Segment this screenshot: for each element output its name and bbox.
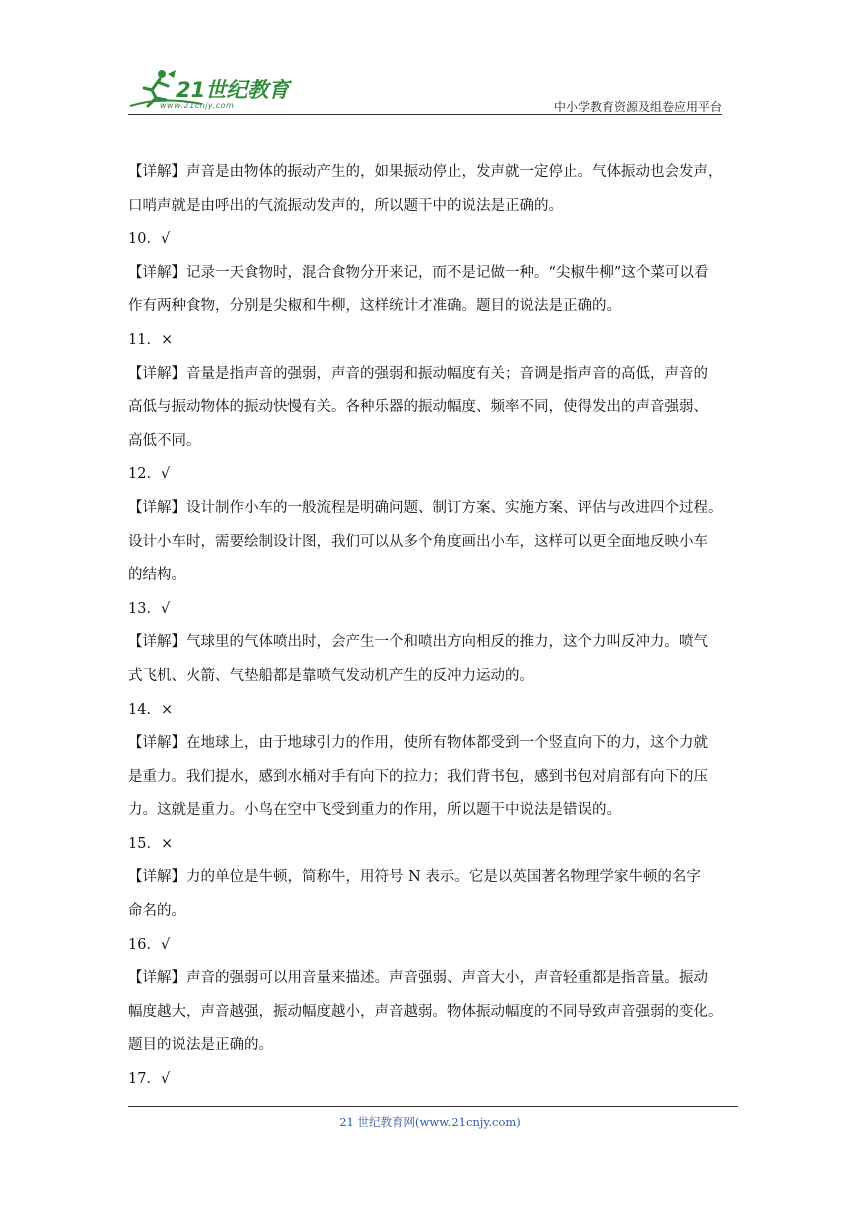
text-line: 【详解】力的单位是牛顿，简称牛，用符号 N 表示。它是以英国著名物理学家牛顿的名字 xyxy=(128,869,701,886)
footer-rule xyxy=(128,1106,738,1107)
text-line: 设计小车时，需要绘制设计图，我们可以从多个角度画出小车，这样可以更全面地反映小车 xyxy=(128,533,708,550)
text-line: 命名的。 xyxy=(128,903,186,920)
answer-number: 16．√ xyxy=(128,936,171,953)
answer-number: 15．× xyxy=(128,835,174,852)
text-line: 高低与振动物体的振动快慢有关。各种乐器的振动幅度、频率不同，使得发出的声音强弱、 xyxy=(128,399,708,416)
platform-label: 中小学教育资源及组卷应用平台 xyxy=(553,100,722,114)
logo-url: www.21cnjy.com xyxy=(160,101,235,110)
text-line: 作有两种食物，分别是尖椒和牛柳，这样统计才准确。题目的说法是正确的。 xyxy=(128,298,621,315)
text-line: 力。这就是重力。小鸟在空中飞受到重力的作用，所以题干中说法是错误的。 xyxy=(128,802,621,819)
text-line: 口哨声就是由呼出的气流振动发声的，所以题干中的说法是正确的。 xyxy=(128,197,563,214)
text-line: 是重力。我们提水，感到水桶对手有向下的拉力；我们背书包，感到书包对肩部有向下的压 xyxy=(128,768,708,785)
text-line: 【详解】记录一天食物时，混合食物分开来记，而不是记做一种。“尖椒牛柳”这个菜可以看 xyxy=(128,264,709,281)
text-line: 式飞机、火箭、气垫船都是靠喷气发动机产生的反冲力运动的。 xyxy=(128,667,534,684)
logo-text: 21世纪教育 xyxy=(176,78,290,102)
answer-number: 14．× xyxy=(128,701,174,718)
text-line: 幅度越大，声音越强，振动幅度越小，声音越弱。物体振动幅度的不同导致声音强弱的变化。 xyxy=(128,1003,723,1020)
text-line: 【详解】在地球上，由于地球引力的作用，使所有物体都受到一个竖直向下的力，这个力就 xyxy=(128,735,708,752)
answer-number: 13．√ xyxy=(128,600,171,617)
page-header xyxy=(0,0,860,120)
text-line: 【详解】设计制作小车的一般流程是明确问题、制订方案、实施方案、评估与改进四个过程。 xyxy=(128,499,723,516)
text-line: 【详解】音量是指声音的强弱，声音的强弱和振动幅度有关；音调是指声音的高低，声音的 xyxy=(128,365,708,382)
answer-content xyxy=(128,156,732,1097)
text-line: 【详解】声音是由物体的振动产生的，如果振动停止，发声就一定停止。气体振动也会发声， xyxy=(128,164,723,180)
text-line: 【详解】声音的强弱可以用音量来描述。声音强弱、声音大小，声音轻重都是指音量。振动 xyxy=(128,970,708,987)
text-line: 【详解】气球里的气体喷出时，会产生一个和喷出方向相反的推力，这个力叫反冲力。喷气 xyxy=(128,634,708,651)
text-line: 高低不同。 xyxy=(128,432,201,449)
answer-number: 11．× xyxy=(128,331,174,348)
text-line: 的结构。 xyxy=(128,567,186,584)
answer-number: 17．√ xyxy=(128,1071,171,1088)
answer-number: 12．√ xyxy=(128,466,171,483)
text-line: 题目的说法是正确的。 xyxy=(128,1037,273,1054)
footer-text[interactable]: 21 世纪教育网(www.21cnjy.com) xyxy=(339,1115,521,1129)
header-rule xyxy=(128,114,722,115)
answer-number: 10．√ xyxy=(128,231,171,248)
